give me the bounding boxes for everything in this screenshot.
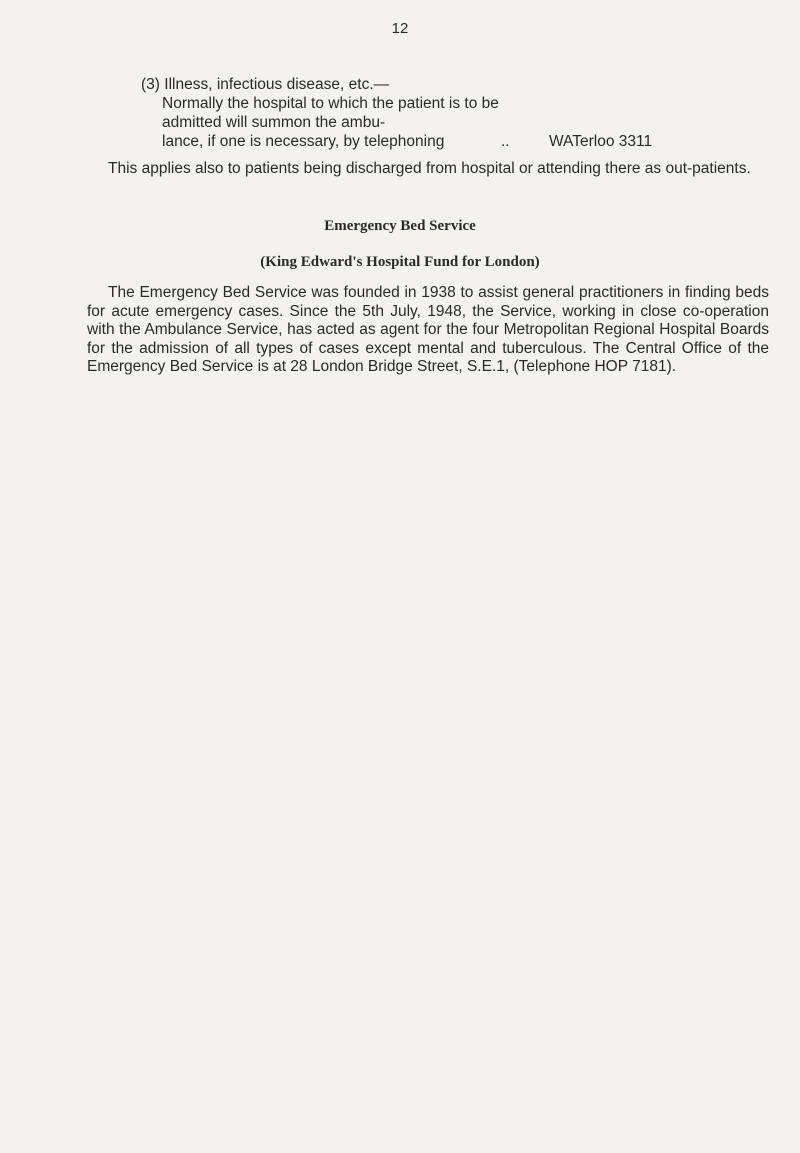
page-number: 12 [391,20,409,37]
section-subtitle: (King Edward's Hospital Fund for London) [260,254,540,270]
list-item-illness [141,75,701,151]
item-last-line-text: lance, if one is necessary, by telephoning [162,133,445,150]
item-last-line [141,132,701,151]
paragraph-emergency-bed-service: The Emergency Bed Service was founded in 1938 to assist general practitioners in finding beds for acute emergency cases. Since the 5th July, 1948, the Service, working in close co-operation with the Ambulance Service, has acted as agent for the four Metropolitan Regional Hospital Boards for the admission of all types of cases except mental and tuberculous. The Central Office of the Emergency Bed Service is at 28 London Bridge Street, S.E.1, (Telephone HOP 7181). [87,284,769,375]
paragraph-discharge: This applies also to patients being discharged from hospital or attending there as out-patients. [108,160,751,177]
section-title: Emergency Bed Service [324,218,476,234]
telephone-number: WATerloo 3311 [549,133,653,150]
item-number: (3) [141,76,160,93]
dot-leader: .. [501,133,510,150]
item-heading-text: Illness, infectious disease, etc.— [164,76,390,93]
item-body: Normally the hospital to which the patient is to be admitted will summon the ambu- [162,95,499,131]
item-heading [141,75,701,94]
